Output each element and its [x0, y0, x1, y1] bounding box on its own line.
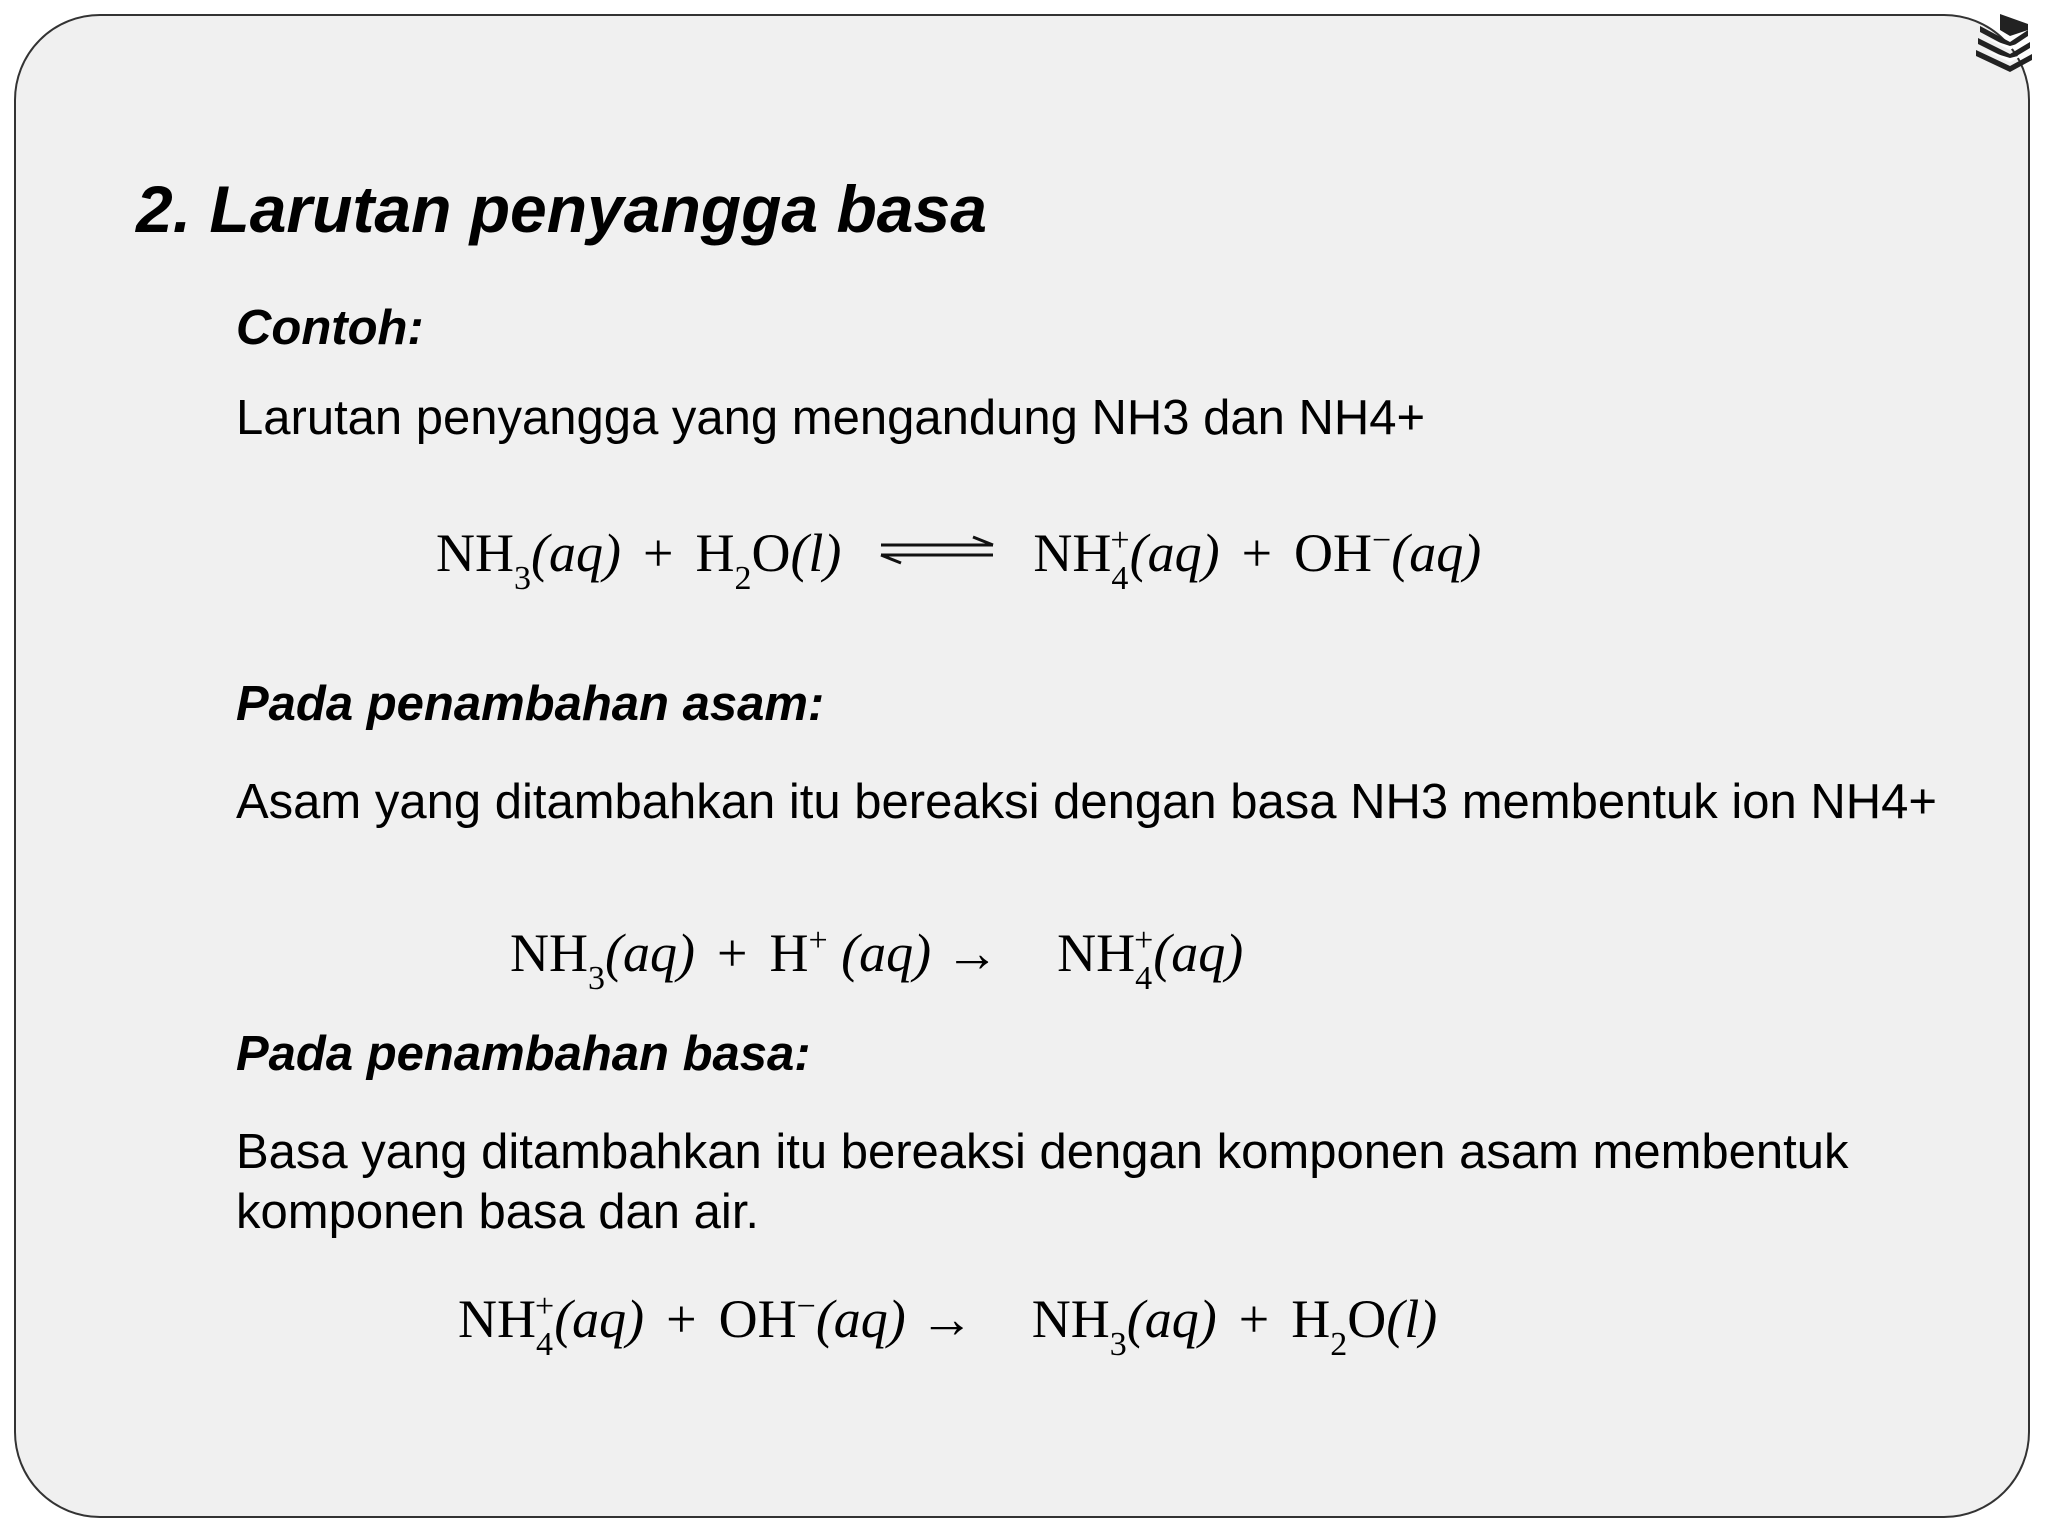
eq2-product-ammonium: NH 4 + (aq) [1057, 922, 1244, 997]
eq1-product-ammonium: NH 4 + (aq) [1033, 522, 1220, 597]
eq1-product-hydroxide: OH − (aq) [1294, 522, 1482, 583]
equation-acid-addition [510, 922, 1244, 997]
acid-text: Asam yang ditambahkan itu bereaksi dengan basa NH3 membentuk ion NH4+ [236, 775, 1938, 829]
eq3-reactant-hydroxide: OH − (aq) [718, 1288, 906, 1349]
eq3-product-ammonia: NH 3 (aq) [1031, 1289, 1217, 1363]
eq3-product-water: H 2 O (l) [1291, 1289, 1438, 1363]
eq3-plus: + [666, 1289, 697, 1349]
eq1-plus-2: + [1241, 523, 1273, 583]
example-text: Larutan penyangga yang mengandung NH3 dan NH4+ [236, 391, 1426, 445]
base-text: Basa yang ditambahkan itu bereaksi dengan komponen asam membentuk komponen basa dan air. [236, 1125, 1849, 1239]
reaction-arrow-icon: → [945, 923, 1000, 983]
eq1-reactant-water: H 2 O (l) [695, 523, 842, 597]
base-heading: Pada penambahan basa: [236, 1027, 811, 1081]
acid-heading: Pada penambahan asam: [236, 677, 825, 731]
reaction-arrow-icon: → [919, 1289, 974, 1349]
eq2-reactant-ammonia: NH 3 (aq) [510, 923, 695, 997]
eq3-plus-2: + [1238, 1289, 1270, 1349]
book-stack-icon [1970, 10, 2036, 76]
equilibrium-arrow-icon [877, 535, 997, 565]
eq3-reactant-ammonium: NH 4 + (aq) [458, 1288, 645, 1363]
slide-title: 2. Larutan penyangga basa [136, 172, 987, 246]
example-heading: Contoh: [236, 301, 424, 355]
eq2-reactant-proton: H + (aq) [769, 922, 932, 983]
eq1-reactant-ammonia: NH 3 (aq) [436, 523, 621, 597]
eq1-plus: + [642, 523, 674, 583]
equation-equilibrium [436, 522, 1482, 597]
equation-base-addition [458, 1288, 1438, 1363]
eq2-plus: + [716, 923, 748, 983]
